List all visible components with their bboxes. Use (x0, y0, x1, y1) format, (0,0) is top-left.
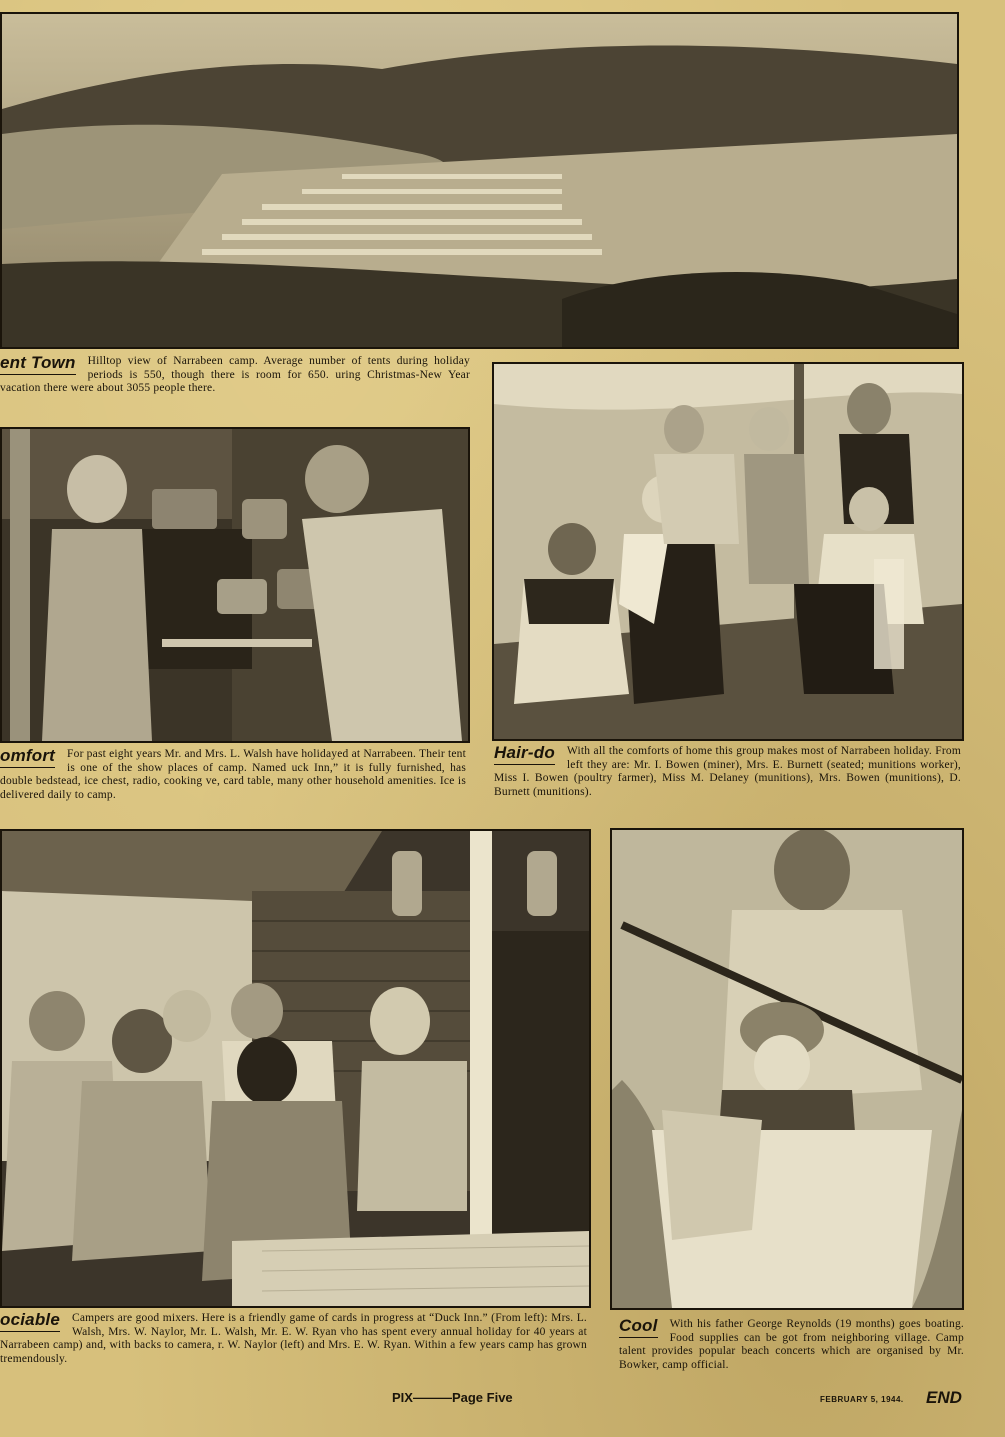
page-footer-label: PIX———Page Five (392, 1390, 513, 1405)
comfort-photo (0, 427, 470, 743)
sociable-caption (0, 1312, 587, 1366)
comfort-kicker: omfort (0, 747, 55, 768)
issue-date: FEBRUARY 5, 1944. (820, 1395, 904, 1404)
sociable-kicker: ociable (0, 1311, 60, 1332)
cool-photo (610, 828, 964, 1310)
cool-kicker: Cool (619, 1317, 658, 1338)
cool-caption (619, 1318, 964, 1372)
comfort-caption (0, 748, 466, 802)
hair-do-text: With all the comforts of home this group makes most of Narrabeen holiday. From left they are: Mr. I. Bowen (miner), Mrs. E. Burnett (seated; munitions worker), Miss I. Bowen (poultry farmer), Miss M. Delaney (munitions), Mrs. Bowen (munitions), D. Burnett (munitions). (494, 745, 961, 798)
cool-text: With his father George Reynolds (19 months) goes boating. Food supplies can be got from neighboring village. Camp talent provides popular beach concerts which are organised by Mr. Bowker, camp official. (619, 1318, 964, 1371)
tent-town-photo (0, 12, 959, 349)
end-mark: END (926, 1388, 962, 1407)
sociable-photo (0, 829, 591, 1308)
sociable-text: Campers are good mixers. Here is a friendly game of cards in progress at “Duck Inn.” (From left): Mrs. L. Walsh, Mrs. W. Naylor, Mr. L. Walsh, Mr. E. W. Ryan vho has spent every annual holiday for 40 years at Narrabeen camp) and, with backs to camera, r. W. Naylor (left) and Mrs. E. W. Ryan. Within a few years camp has grown tremendously. (0, 1312, 587, 1365)
comfort-text: For past eight years Mr. and Mrs. L. Walsh have holidayed at Narrabeen. Their tent is one of the show places of camp. Named uck Inn,” it is fully furnished, has double bedstead, ice chest, radio, cooking ve, card table, many other household amenities. Ice is delivered daily to camp. (0, 748, 466, 801)
tent-town-kicker: ent Town (0, 354, 76, 375)
hair-do-caption (494, 745, 961, 799)
tent-town-text: Hilltop view of Narrabeen camp. Average number of tents during holiday periods is 550, though there is room for 650. uring Christmas-New Year vacation there were about 3055 people there. (0, 355, 470, 394)
hair-do-kicker: Hair-do (494, 744, 555, 765)
tent-town-caption (0, 355, 470, 396)
hair-do-photo (492, 362, 964, 741)
